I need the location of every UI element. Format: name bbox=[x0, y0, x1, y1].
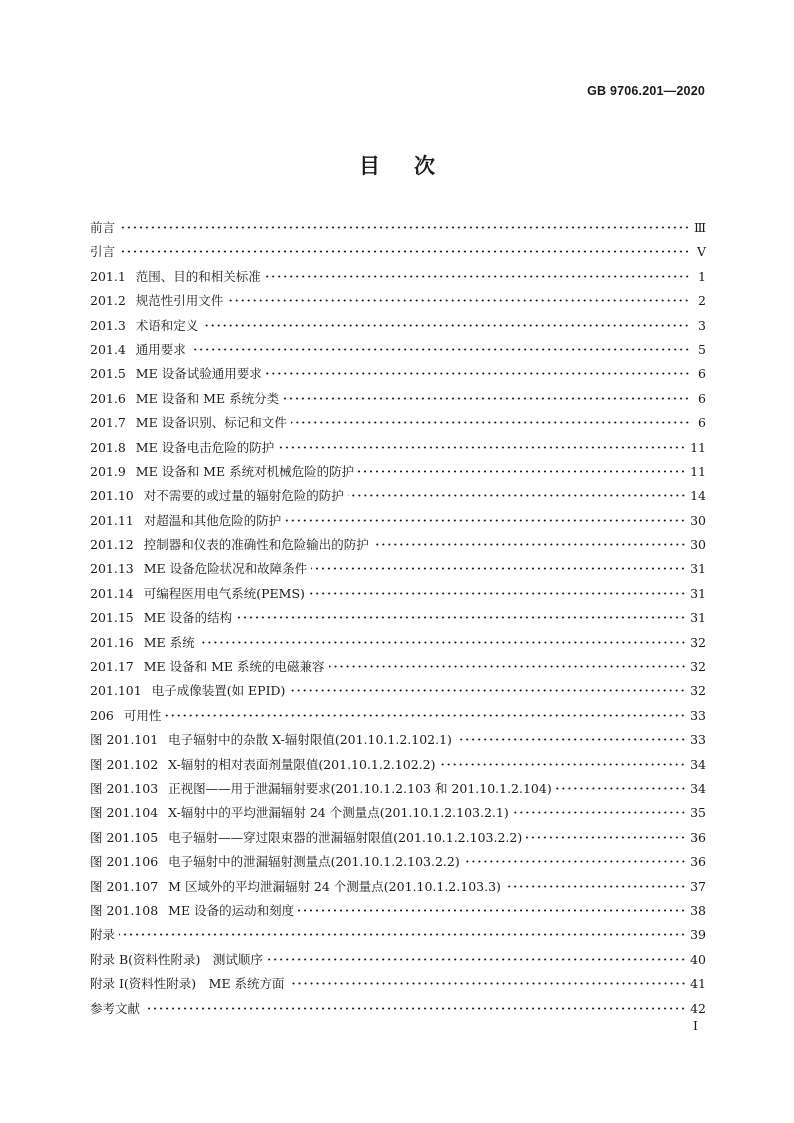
toc-entry-number: 201.16 bbox=[90, 634, 134, 650]
dot-leader bbox=[556, 787, 686, 790]
toc-entry-label: 术语和定义 bbox=[135, 317, 199, 333]
toc-entry-page: 40 bbox=[690, 951, 706, 967]
dot-leader bbox=[291, 421, 690, 424]
toc-entry-number: 201.1 bbox=[90, 268, 126, 284]
dot-leader bbox=[311, 567, 686, 570]
dot-leader bbox=[202, 324, 690, 327]
dot-leader bbox=[119, 933, 686, 936]
toc-entry[interactable] bbox=[90, 999, 706, 1023]
toc-entry[interactable] bbox=[90, 218, 706, 242]
toc-entry-number: 图 201.106 bbox=[90, 854, 159, 870]
toc-entry-label: ME 系统 bbox=[143, 634, 195, 650]
toc-entry-page: 31 bbox=[690, 585, 706, 601]
dot-leader bbox=[199, 641, 686, 644]
toc-entry-number: 图 201.102 bbox=[90, 756, 159, 772]
toc-entry-page: 39 bbox=[690, 927, 706, 943]
toc-entry-label: ME 设备的结构 bbox=[143, 610, 233, 626]
toc-entry-number: 201.12 bbox=[90, 537, 134, 553]
toc-entry[interactable] bbox=[90, 803, 706, 827]
toc-entry-page: 31 bbox=[690, 561, 706, 577]
toc-entry-label: ME 设备识别、标记和文件 bbox=[135, 415, 287, 431]
toc-entry-page: 35 bbox=[690, 805, 706, 821]
page-title bbox=[0, 150, 794, 180]
toc-entry-number: 201.3 bbox=[90, 317, 126, 333]
dot-leader bbox=[190, 348, 690, 351]
toc-entry-page: 6 bbox=[698, 366, 706, 382]
toc-entry[interactable] bbox=[90, 486, 706, 510]
toc-entry-number: 图 201.107 bbox=[90, 878, 159, 894]
dot-leader bbox=[505, 885, 686, 888]
toc-entry-number: 206 bbox=[90, 707, 114, 723]
toc-entry[interactable] bbox=[90, 291, 706, 315]
toc-entry-page: 42 bbox=[690, 1000, 706, 1016]
dot-leader bbox=[236, 616, 686, 619]
toc-entry-label: 对不需要的或过量的辐射危险的防护 bbox=[143, 488, 344, 504]
toc-entry-label: 可用性 bbox=[123, 707, 162, 723]
toc-entry-number: 201.17 bbox=[90, 659, 134, 675]
toc-entry[interactable] bbox=[90, 681, 706, 705]
toc-entry-page: 34 bbox=[690, 756, 706, 772]
toc-entry[interactable] bbox=[90, 462, 706, 486]
toc-entry-number: 201.9 bbox=[90, 463, 126, 479]
toc-entry-page: 5 bbox=[698, 341, 706, 357]
toc-entry[interactable] bbox=[90, 755, 706, 779]
toc-entry-page: 32 bbox=[690, 683, 706, 699]
toc-entry[interactable] bbox=[90, 828, 706, 852]
toc-entry-label: 附录 B(资料性附录) 测试顺序 bbox=[90, 951, 263, 967]
toc-entry-label: ME 设备和 ME 系统对机械危险的防护 bbox=[135, 463, 355, 479]
toc-entry-label: X-辐射中的平均泄漏辐射 24 个测量点(201.10.1.2.103.2.1) bbox=[168, 805, 509, 821]
toc-entry-label: ME 设备试验通用要求 bbox=[135, 366, 262, 382]
toc-entry[interactable] bbox=[90, 608, 706, 632]
dot-leader bbox=[285, 519, 686, 522]
toc-entry[interactable] bbox=[90, 413, 706, 437]
toc-entry-page: 41 bbox=[690, 976, 706, 992]
toc-entry-page: 6 bbox=[698, 390, 706, 406]
toc-entry-label: 电子辐射——穿过限束器的泄漏辐射限值(201.10.1.2.103.2.2) bbox=[168, 829, 523, 845]
toc-entry-page: 34 bbox=[690, 780, 706, 796]
title-char-2: 次 bbox=[414, 154, 435, 178]
toc-entry-number: 图 201.105 bbox=[90, 829, 159, 845]
table-of-contents bbox=[90, 218, 706, 1023]
toc-entry-number: 201.5 bbox=[90, 366, 126, 382]
toc-entry-number: 201.10 bbox=[90, 488, 134, 504]
toc-entry-page: 31 bbox=[690, 610, 706, 626]
toc-entry-number: 201.11 bbox=[90, 512, 134, 528]
toc-entry-label: 可编程医用电气系统(PEMS) bbox=[143, 585, 305, 601]
toc-entry-number: 201.2 bbox=[90, 293, 126, 309]
toc-entry[interactable] bbox=[90, 267, 706, 291]
toc-entry[interactable] bbox=[90, 974, 706, 998]
toc-entry-label: ME 设备的运动和刻度 bbox=[168, 902, 295, 918]
dot-leader bbox=[456, 738, 686, 741]
toc-entry-label: 正视图——用于泄漏辐射要求(201.10.1.2.103 和 201.10.1.2.104) bbox=[168, 780, 552, 796]
dot-leader bbox=[298, 909, 686, 912]
toc-entry-page: 32 bbox=[690, 659, 706, 675]
toc-entry-label: 电子辐射中的泄漏辐射测量点(201.10.1.2.103.2.2) bbox=[168, 854, 460, 870]
toc-entry[interactable] bbox=[90, 364, 706, 388]
toc-entry-label: 通用要求 bbox=[135, 341, 186, 357]
toc-entry[interactable] bbox=[90, 584, 706, 608]
toc-entry-label: ME 设备电击危险的防护 bbox=[135, 439, 275, 455]
toc-entry-number: 201.8 bbox=[90, 439, 126, 455]
toc-entry-number: 201.7 bbox=[90, 415, 126, 431]
toc-entry-page: 37 bbox=[690, 878, 706, 894]
toc-entry-number: 201.4 bbox=[90, 341, 126, 357]
toc-entry[interactable] bbox=[90, 877, 706, 901]
toc-entry[interactable] bbox=[90, 657, 706, 681]
toc-entry-number: 201.15 bbox=[90, 610, 134, 626]
toc-entry-number: 图 201.108 bbox=[90, 902, 159, 918]
toc-entry[interactable] bbox=[90, 925, 706, 949]
page-number: Ⅰ bbox=[693, 1018, 698, 1033]
dot-leader bbox=[165, 714, 686, 717]
toc-entry-number: 图 201.101 bbox=[90, 732, 159, 748]
dot-leader bbox=[266, 372, 690, 375]
dot-leader bbox=[526, 836, 686, 839]
toc-entry[interactable] bbox=[90, 438, 706, 462]
toc-entry-page: 6 bbox=[698, 415, 706, 431]
toc-entry-page: 11 bbox=[690, 439, 706, 455]
toc-entry-page: 33 bbox=[690, 732, 706, 748]
dot-leader bbox=[278, 446, 686, 449]
toc-entry-label: ME 设备和 ME 系统的电磁兼容 bbox=[143, 659, 325, 675]
dot-leader bbox=[309, 592, 686, 595]
toc-entry-label: 参考文献 bbox=[90, 1000, 141, 1016]
toc-entry-label: 附录 I(资料性附录) ME 系统方面 bbox=[90, 976, 285, 992]
toc-entry-label: 电子辐射中的杂散 X-辐射限值(201.10.1.2.102.1) bbox=[168, 732, 452, 748]
dot-leader bbox=[464, 860, 686, 863]
toc-entry[interactable] bbox=[90, 852, 706, 876]
toc-entry-label: 控制器和仪表的准确性和危险输出的防护 bbox=[143, 537, 369, 553]
toc-entry[interactable] bbox=[90, 511, 706, 535]
dot-leader bbox=[144, 1007, 686, 1010]
toc-entry-number: 图 201.103 bbox=[90, 780, 159, 796]
toc-entry-page: 38 bbox=[690, 902, 706, 918]
toc-entry-page: 32 bbox=[690, 634, 706, 650]
toc-entry-label: 范围、目的和相关标准 bbox=[135, 268, 261, 284]
toc-entry-label: ME 设备危险状况和故障条件 bbox=[143, 561, 308, 577]
dot-leader bbox=[227, 299, 690, 302]
toc-entry[interactable] bbox=[90, 316, 706, 340]
toc-entry[interactable] bbox=[90, 706, 706, 730]
toc-entry[interactable] bbox=[90, 389, 706, 413]
toc-entry[interactable] bbox=[90, 340, 706, 364]
toc-entry-page: 11 bbox=[690, 463, 706, 479]
dot-leader bbox=[119, 250, 690, 253]
toc-entry-page: Ⅲ bbox=[693, 220, 706, 235]
toc-entry[interactable] bbox=[90, 730, 706, 754]
toc-entry[interactable] bbox=[90, 242, 706, 266]
dot-leader bbox=[348, 494, 686, 497]
dot-leader bbox=[329, 665, 687, 668]
toc-entry-page: 2 bbox=[698, 293, 706, 309]
toc-entry-page: 30 bbox=[690, 512, 706, 528]
toc-entry[interactable] bbox=[90, 535, 706, 559]
dot-leader bbox=[265, 275, 690, 278]
title-char-1: 目 bbox=[359, 154, 380, 178]
toc-entry[interactable] bbox=[90, 633, 706, 657]
toc-entry-number: 201.13 bbox=[90, 561, 134, 577]
toc-entry-number: 图 201.104 bbox=[90, 805, 159, 821]
toc-entry[interactable] bbox=[90, 950, 706, 974]
dot-leader bbox=[439, 763, 686, 766]
toc-entry-page: 1 bbox=[698, 268, 706, 284]
toc-entry-page: 36 bbox=[690, 829, 706, 845]
toc-entry-label: 附录 bbox=[90, 927, 116, 943]
toc-entry-label: 电子成像装置(如 EPID) bbox=[151, 683, 286, 699]
dot-leader bbox=[119, 226, 690, 229]
toc-entry-number: 201.14 bbox=[90, 585, 134, 601]
toc-entry-label: ME 设备和 ME 系统分类 bbox=[135, 390, 280, 406]
dot-leader bbox=[358, 470, 686, 473]
toc-entry[interactable] bbox=[90, 559, 706, 583]
toc-entry[interactable] bbox=[90, 901, 706, 925]
toc-entry-label: 规范性引用文件 bbox=[135, 293, 224, 309]
dot-leader bbox=[513, 811, 686, 814]
toc-entry-page: 30 bbox=[690, 537, 706, 553]
dot-leader bbox=[373, 543, 686, 546]
toc-entry-label: 前言 bbox=[90, 220, 116, 235]
toc-entry-number: 201.6 bbox=[90, 390, 126, 406]
toc-entry-page: 14 bbox=[690, 488, 706, 504]
standard-number: GB 9706.201—2020 bbox=[587, 84, 705, 98]
toc-entry[interactable] bbox=[90, 779, 706, 803]
toc-entry-label: 引言 bbox=[90, 244, 116, 260]
toc-entry-number: 201.101 bbox=[90, 683, 142, 699]
toc-entry-label: 对超温和其他危险的防护 bbox=[143, 512, 282, 528]
toc-entry-page: 3 bbox=[698, 317, 706, 333]
toc-entry-page: 33 bbox=[690, 707, 706, 723]
dot-leader bbox=[289, 689, 686, 692]
toc-entry-label: M 区域外的平均泄漏辐射 24 个测量点(201.10.1.2.103.3) bbox=[168, 878, 501, 894]
dot-leader bbox=[283, 397, 690, 400]
toc-entry-page: Ⅴ bbox=[696, 244, 706, 260]
toc-entry-page: 36 bbox=[690, 854, 706, 870]
toc-entry-label: X-辐射的相对表面剂量限值(201.10.1.2.102.2) bbox=[168, 756, 436, 772]
dot-leader bbox=[267, 958, 686, 961]
dot-leader bbox=[289, 982, 687, 985]
